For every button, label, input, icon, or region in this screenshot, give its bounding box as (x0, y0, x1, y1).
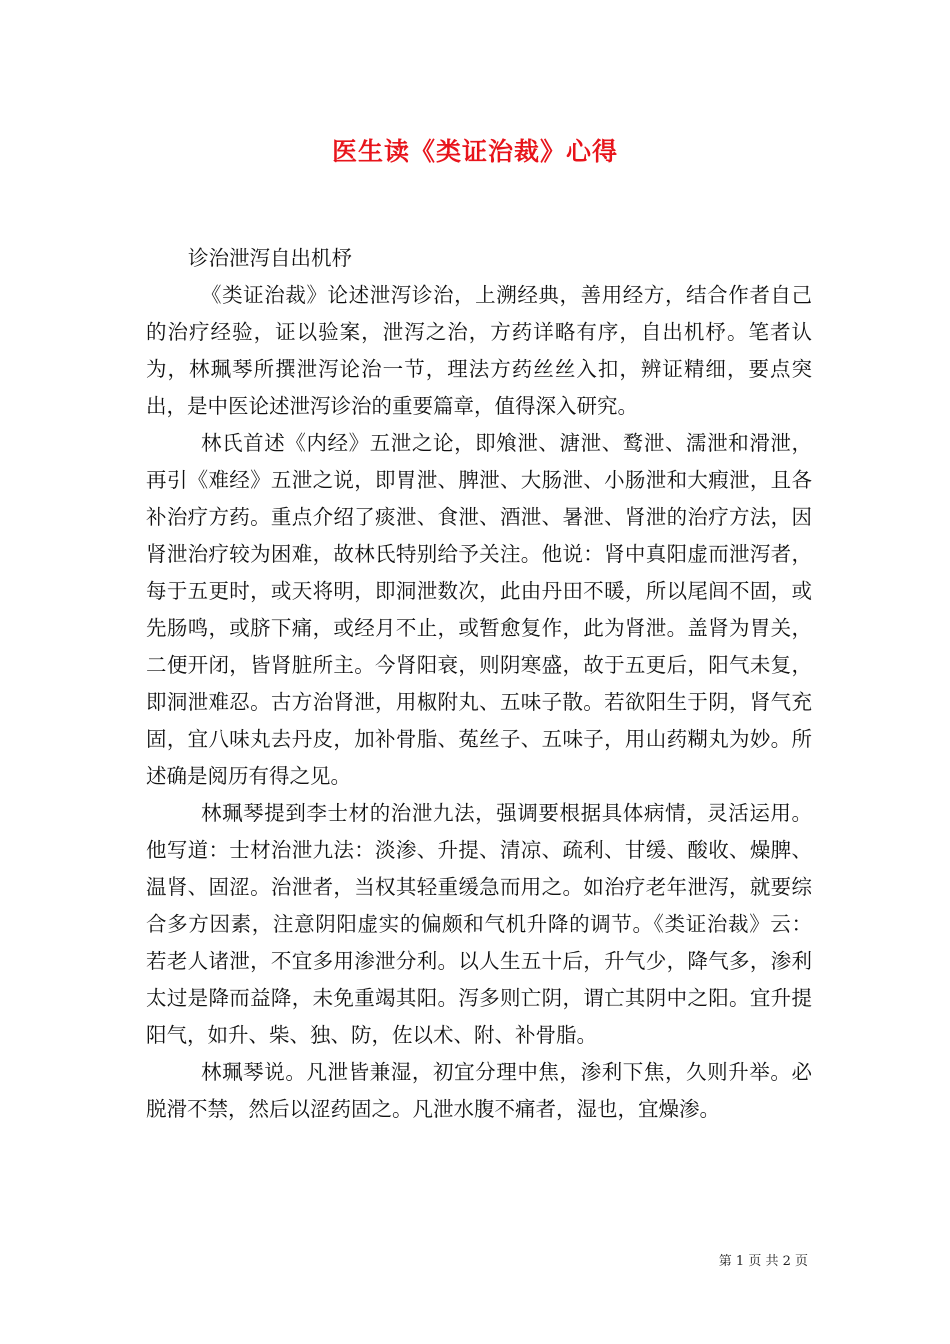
document-title: 医生读《类证治裁》心得 (331, 137, 618, 166)
page-number: 第 1 页 共 2 页 (718, 1254, 808, 1269)
paragraph-4: 林珮琴说。凡泄皆兼湿，初宜分理中焦，渗利下焦，久则升举。必脱滑不禁，然后以涩药固之。凡泄水腹不痛者，湿也，宜燥渗。 (146, 1060, 812, 1121)
document-body (146, 240, 812, 1128)
paragraph-2: 林氏首述《内经》五泄之论，即飧泄、溏泄、鹜泄、濡泄和滑泄，再引《难经》五泄之说，即胃泄、脾泄、大肠泄、小肠泄和大瘕泄，且各补治疗方药。重点介绍了痰泄、食泄、酒泄、暑泄、肾泄的治疗方法，因肾泄治疗较为困难，故林氏特别给予关注。他说：肾中真阳虚而泄泻者，每于五更时，或天将明，即洞泄数次，此由丹田不暖，所以尾闾不固，或先肠鸣，或脐下痛，或经月不止，或暂愈复作，此为肾泄。盖肾为胃关，二便开闭，皆肾脏所主。今肾阳衰，则阴寒盛，故于五更后，阳气未复，即洞泄难忍。古方治肾泄，用椒附丸、五味子散。若欲阳生于阴，肾气充固，宜八味丸去丹皮，加补骨脂、菟丝子、五味子，用山药糊丸为妙。所述确是阅历有得之见。 (146, 431, 812, 788)
paragraph-3: 林珮琴提到李士材的治泄九法，强调要根据具体病情，灵活运用。他写道：士材治泄九法：淡渗、升提、清凉、疏利、甘缓、酸收、燥脾、温肾、固涩。治泄者，当权其轻重缓急而用之。如治疗老年泄泻，就要综合多方因素，注意阴阳虚实的偏颇和气机升降的调节。《类证治裁》云：若老人诸泄，不宜多用渗泄分利。以人生五十后，升气少，降气多，渗利太过是降而益降，未免重竭其阳。泻多则亡阴，谓亡其阴中之阳。宜升提阳气，如升、柴、独、防，佐以术、附、补骨脂。 (146, 801, 812, 1047)
section-subheading: 诊治泄泻自出机杼 (188, 246, 352, 270)
paragraph-1: 《类证治裁》论述泄泻诊治，上溯经典，善用经方，结合作者自己的治疗经验，证以验案，泄泻之治，方药详略有序，自出机杼。笔者认为，林珮琴所撰泄泻论治一节，理法方药丝丝入扣，辨证精细，要点突出，是中医论述泄泻诊治的重要篇章，值得深入研究。 (146, 283, 812, 418)
